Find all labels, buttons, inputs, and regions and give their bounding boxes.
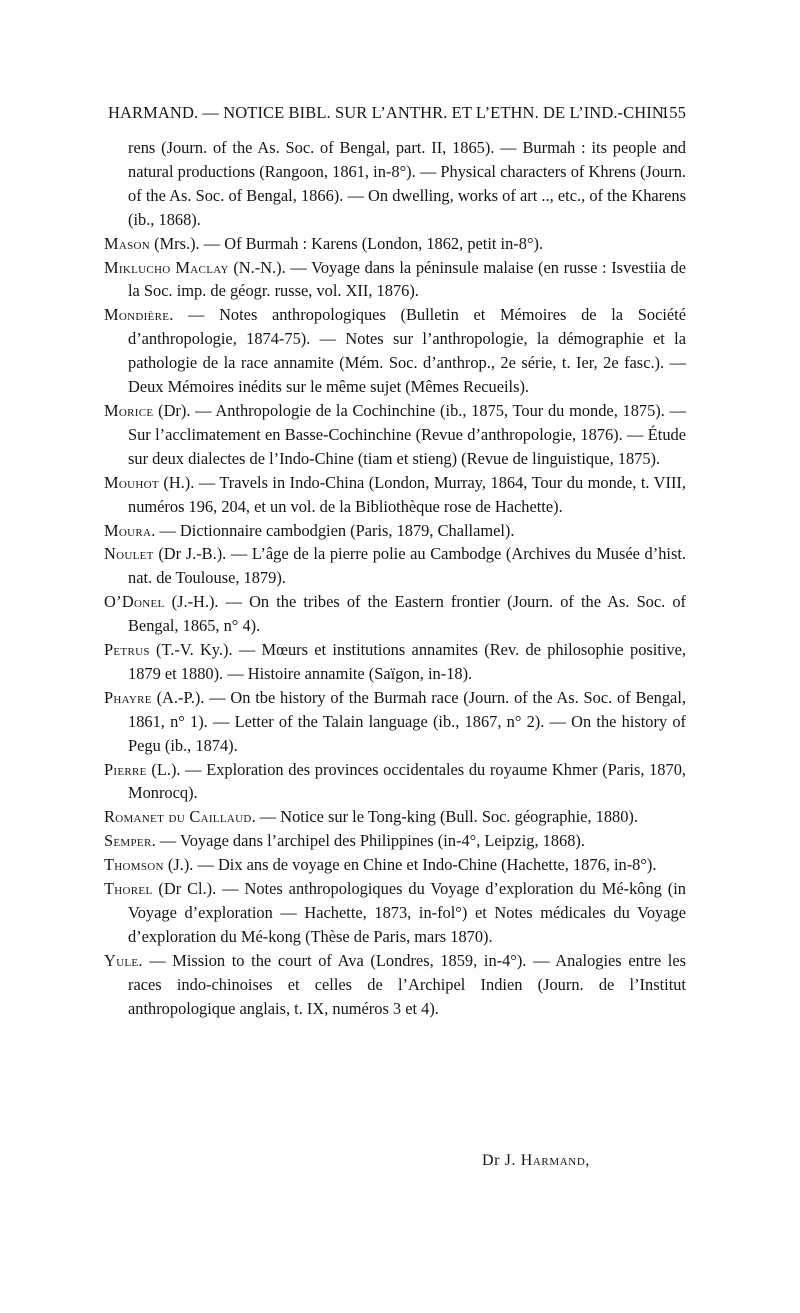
entry-text: . — Voyage dans l’archipel des Philippines (in-4°, Leipzig, 1868). — [151, 831, 585, 851]
entry-text: (N.-N.). — Voyage dans la péninsule malaise (en russe : Isvestiia de la Soc. imp. de géogr. russe, vol. XII, 1876). — [128, 257, 686, 301]
bibliography-entry — [104, 519, 686, 543]
bibliography-entry — [104, 471, 686, 519]
entry-author: Morice — [104, 400, 154, 420]
bibliography-entry — [104, 877, 686, 949]
bibliography-entry — [104, 638, 686, 686]
bibliography-entry — [104, 303, 686, 399]
bibliography-entry — [104, 949, 686, 1021]
entry-author: Thomson — [104, 855, 164, 875]
bibliography-entry — [104, 399, 686, 471]
entry-text: (J.). — Dix ans de voyage en Chine et Indo-Chine (Hachette, 1876, in-8°). — [163, 855, 657, 875]
entry-author: Petrus — [104, 640, 150, 660]
bibliography-entry — [104, 256, 686, 304]
continued-entry: rens (Journ. of the As. Soc. of Bengal, part. II, 1865). — Burmah : its people and natural productions (Rangoon, 1861, in-8°). — Physical characters of Khrens (Journ. of the As. Soc. of Bengal, 1866). — On dwelling, works of art .., etc., of the Kharens (ib., 1868). — [128, 138, 686, 229]
bibliography-entry — [104, 686, 686, 758]
entry-text: . — Dictionnaire cambodgien (Paris, 1879, Challamel). — [151, 520, 515, 540]
entry-author: O’Donel — [104, 592, 165, 612]
running-header — [108, 103, 686, 123]
entry-text: (Dr). — Anthropologie de la Cochinchine (ib., 1875, Tour du monde, 1875). — Sur l’acclimatement en Basse-Cochinchine (Revue d’anthropologie, 1876). — Étude sur deux dialectes de l’Indo-Chine (tiam et stieng) (Revue de linguistique, 1875). — [128, 400, 686, 468]
entry-author: Noulet — [104, 544, 154, 564]
signature-name: Harmand, — [520, 1152, 590, 1169]
entry-author: Yule — [104, 950, 139, 970]
bibliography-entry — [104, 758, 686, 806]
bibliography-entry — [104, 805, 686, 829]
entry-text: (J.-H.). — On the tribes of the Eastern frontier (Journ. of the As. Soc. of Bengal, 1865, n° 4). — [128, 592, 686, 636]
entry-author: Mason — [104, 233, 151, 253]
bibliography-entry — [104, 542, 686, 590]
bibliography-list — [104, 136, 686, 1021]
entry-author: Romanet du Caillaud — [104, 807, 252, 827]
entry-text: . — Notes anthropologiques (Bulletin et Mémoires de la Société d’anthropologie, 1874-75). — Notes sur l’anthropologie, la démographie et la pathologie de la race annamite (Mém. Soc. d’anthrop., 2e série, t. Ier, 2e fasc.). — Deux Mémoires inédits sur le même sujet (Mêmes Recueils). — [128, 305, 686, 397]
entry-author: Phayre — [104, 687, 152, 707]
signature — [482, 1152, 590, 1170]
entry-author: Moura — [104, 520, 152, 540]
bibliography-entry — [104, 590, 686, 638]
entry-author: Pierre — [104, 759, 147, 779]
entry-author: Miklucho Maclay — [104, 257, 229, 277]
entry-text: (Dr Cl.). — Notes anthropologiques du Voyage d’exploration du Mé-kông (in Voyage d’exploration — Hachette, 1873, in-fol°) et Notes médicales du Voyage d’exploration du Mé-kong (Thèse de Paris, mars 1870). — [128, 879, 686, 946]
entry-author: Mondière — [104, 305, 170, 325]
bibliography-entry — [104, 829, 686, 853]
header-title: HARMAND. — NOTICE BIBL. SUR L’ANTHR. ET L’ETHN. DE L’IND.-CHIN. — [108, 103, 669, 122]
entry-text: (Dr J.-B.). — L’âge de la pierre polie au Cambodge (Archives du Musée d’hist. nat. de Toulouse, 1879). — [128, 544, 686, 588]
bibliography-entry — [104, 853, 686, 877]
entry-author: Thorel — [104, 879, 153, 899]
entry-text: (L.). — Exploration des provinces occidentales du royaume Khmer (Paris, 1870, Monrocq). — [128, 759, 686, 803]
entry-text: (T.-V. Ky.). — Mœurs et institutions annamites (Rev. de philosophie positive, 1879 et 1880). — Histoire annamite (Saïgon, in-18). — [128, 640, 686, 683]
entry-author: Semper — [104, 831, 152, 851]
entry-text: (Mrs.). — Of Burmah : Karens (London, 1862, petit in-8°). — [150, 233, 544, 253]
entry-text: (A.-P.). — On tbe history of the Burmah race (Journ. of the As. Soc. of Bengal, 1861, n° 1). — Letter of the Talain language (ib., 1867, n° 2). — On the history of Pegu (ib., 1874). — [128, 687, 686, 755]
page-number: 155 — [660, 103, 686, 122]
entry-text: . — Mission to the court of Ava (Londres, 1859, in-4°). — Analogies entre les races indo-chinoises et celles de l’Archipel Indien (Journ. de l’Institut anthropologique anglais, t. IX, numéros 3 et 4). — [128, 950, 686, 1018]
signature-prefix: Dr J. — [482, 1152, 517, 1169]
bibliography-entry — [104, 232, 686, 256]
entry-text: (H.). — Travels in Indo-China (London, Murray, 1864, Tour du monde, t. VIII, numéros 196, 204, et un vol. de la Bibliothèque rose de Hachette). — [128, 472, 686, 516]
entry-author: Mouhot — [104, 472, 159, 492]
entry-text: . — Notice sur le Tong-king (Bull. Soc. géographie, 1880). — [251, 807, 638, 827]
